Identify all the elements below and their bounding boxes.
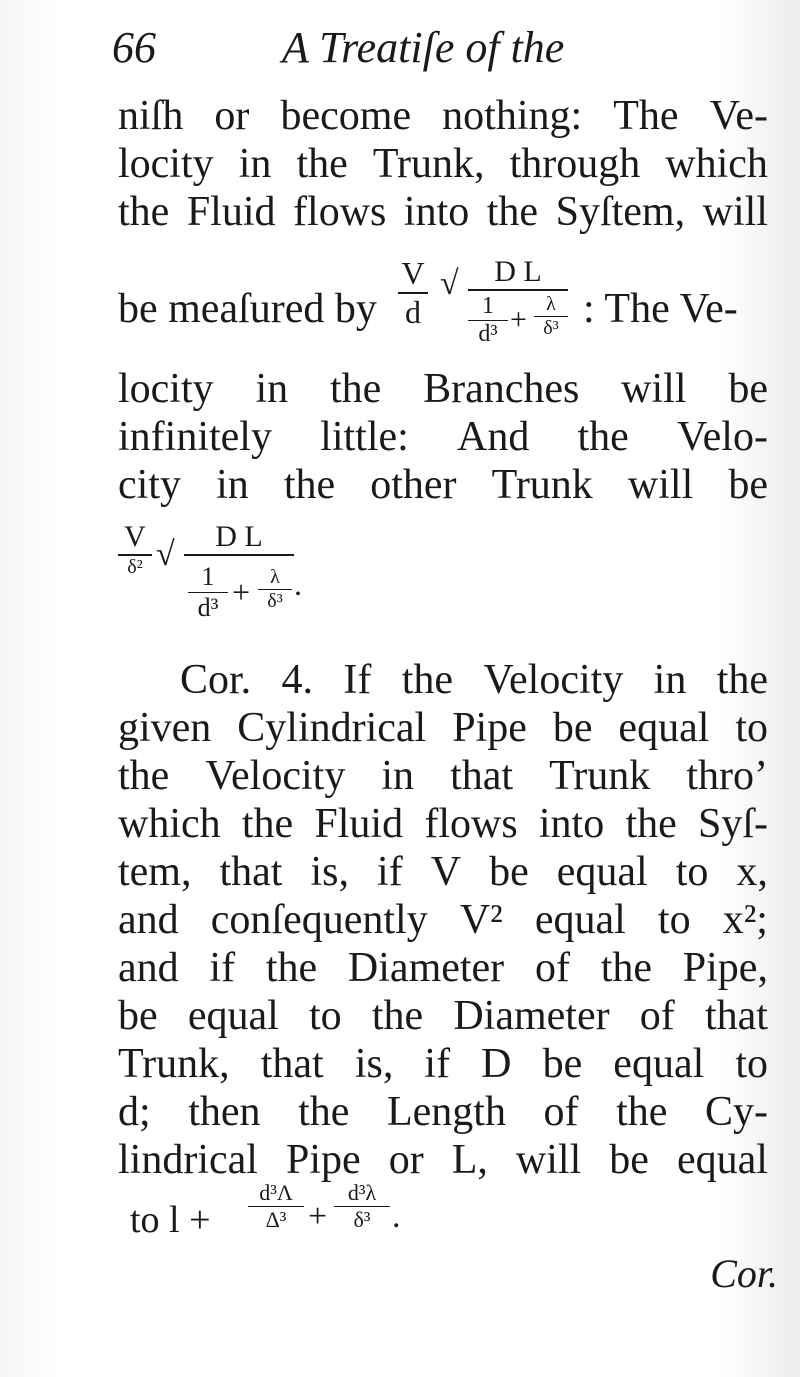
formula-lead-text: to l + (130, 1199, 211, 1241)
word: Pipe (452, 705, 527, 751)
word: Syſtem, (555, 189, 686, 235)
formula-v-over-delta2 (118, 520, 152, 579)
frac-lambda-over-delta3 (258, 566, 292, 613)
word: the (616, 1089, 668, 1135)
word: then (188, 1089, 261, 1135)
text-line (118, 704, 768, 752)
word: equal (187, 993, 279, 1039)
frac-lambda-over-delta3 (534, 293, 568, 340)
word: Velo- (676, 414, 768, 460)
word: Trunk, (372, 141, 485, 187)
word: infinitely (118, 414, 272, 460)
word: be (118, 993, 158, 1039)
numerator-v: V (124, 520, 146, 553)
word: D (481, 1041, 512, 1087)
den-Delta3: Δ³ (248, 1206, 304, 1233)
word: the (577, 414, 629, 460)
text-line (118, 92, 768, 140)
word: the (118, 753, 170, 799)
text-line (118, 896, 768, 944)
word: in (255, 366, 289, 412)
word: to (308, 993, 342, 1039)
word: Diameter (453, 993, 610, 1039)
formula-tail-text: : The Ve- (583, 286, 738, 332)
word: thro’ (686, 753, 768, 799)
frac-one-over-d3 (188, 562, 228, 623)
word: If (343, 657, 372, 703)
formula-lead-text: be meaſured by (118, 286, 377, 332)
text-line (118, 365, 768, 413)
word: be (609, 1137, 649, 1183)
word: other (370, 462, 457, 508)
word: that (450, 753, 514, 799)
word: V² (459, 897, 503, 943)
word: if (377, 849, 403, 895)
formula-fraction (468, 255, 568, 293)
word: into (403, 189, 470, 235)
word: equal (613, 1041, 705, 1087)
word: is, (354, 1041, 394, 1087)
word: will (621, 366, 687, 412)
word: will (627, 462, 694, 508)
word: be (489, 849, 529, 895)
word: Trunk, (118, 1041, 230, 1087)
word: to (735, 705, 768, 751)
word: The (613, 93, 679, 139)
num-d3Lambda: d³Λ (259, 1180, 293, 1205)
word: be (728, 462, 768, 508)
formula-v (398, 255, 428, 331)
word: the (600, 945, 653, 991)
word: or (388, 1137, 424, 1183)
plus-sign: + (232, 574, 251, 610)
formula-velocity-other-trunk (118, 520, 418, 630)
period: . (392, 1198, 401, 1235)
word: niſh (118, 93, 184, 139)
word: Velocity (205, 753, 346, 799)
word: the (283, 462, 336, 508)
word: equal (676, 1137, 768, 1183)
word: in (216, 462, 249, 508)
word: Length (386, 1089, 506, 1135)
word: Cor. (180, 657, 252, 703)
text-line (118, 1040, 768, 1088)
formula-length (130, 1180, 430, 1250)
text-line (118, 944, 768, 992)
word: of (639, 993, 675, 1039)
word: conſequently (210, 897, 428, 943)
frac-one-over-d3 (468, 293, 508, 348)
plus-sign: + (308, 1198, 328, 1235)
paragraph-start-cor4 (180, 656, 768, 704)
word: Cylindrical (237, 705, 427, 751)
word: locity (118, 366, 214, 412)
word: which (118, 801, 221, 847)
word: be (552, 705, 593, 751)
word: tem, (118, 849, 192, 895)
word: in (381, 753, 415, 799)
word: the (716, 657, 768, 703)
word: nothing: (442, 93, 583, 139)
word: And (456, 414, 530, 460)
word: to (735, 1041, 768, 1087)
root-sign: √ (440, 265, 459, 302)
word: which (665, 141, 768, 187)
word: d; (118, 1089, 151, 1135)
frac-d3Lambda-over-Delta3 (248, 1180, 304, 1233)
word: Pipe (285, 1137, 361, 1183)
text-line (118, 140, 768, 188)
word: Trunk (491, 462, 593, 508)
word: that (704, 993, 768, 1039)
text-line (118, 992, 768, 1040)
den-d3: d³ (188, 592, 228, 623)
word: Ve- (709, 93, 768, 139)
num-lambda: λ (546, 293, 556, 315)
text-line (118, 848, 768, 896)
formula-velocity-trunk (118, 255, 768, 365)
text-line (118, 1136, 768, 1184)
word: will (515, 1137, 582, 1183)
word: the (241, 801, 294, 847)
word: Trunk (549, 753, 651, 799)
catchword: Cor. (710, 1251, 778, 1296)
word: to (657, 897, 691, 943)
word: lindrical (118, 1137, 258, 1183)
word: into (538, 801, 605, 847)
word: will (702, 189, 768, 235)
running-header (112, 22, 672, 72)
word: the (625, 801, 677, 847)
den-delta3: δ³ (334, 1206, 390, 1233)
numerator-v: V (401, 255, 425, 291)
running-title: A Treatiſe of the (282, 23, 565, 72)
word: Fluid (186, 189, 276, 235)
word: flows (293, 189, 387, 235)
denominator-d: d (398, 292, 428, 331)
plus-sign: + (510, 303, 527, 336)
den-delta3: δ³ (534, 316, 568, 340)
word: the (329, 366, 382, 412)
word: if (424, 1041, 451, 1087)
word: the (118, 189, 170, 235)
word: city (118, 462, 181, 508)
word: be (728, 366, 768, 412)
word: in (653, 657, 687, 703)
word: is, (310, 849, 350, 895)
word: and (118, 945, 179, 991)
num-lambda: λ (270, 566, 280, 588)
word: given (118, 705, 212, 751)
den-delta2: δ² (118, 554, 152, 579)
word: equal (534, 897, 626, 943)
word: L, (451, 1137, 488, 1183)
word: through (509, 141, 641, 187)
period: . (294, 566, 302, 602)
page-number: 66 (112, 23, 156, 72)
word: the (486, 189, 539, 235)
word: that (260, 1041, 324, 1087)
formula-fraction (184, 520, 294, 558)
word: Diameter (347, 945, 505, 991)
word: or (214, 93, 250, 139)
text-line (118, 461, 768, 509)
den-d3: d³ (468, 320, 508, 348)
word: the (401, 657, 454, 703)
word: flows (424, 801, 518, 847)
word: V (430, 849, 462, 895)
den-delta3: δ³ (258, 589, 292, 613)
word: little: (320, 414, 409, 460)
text-line (118, 188, 768, 236)
text-line (118, 1088, 768, 1136)
numerator-dl: D L (494, 255, 542, 288)
word: x, (736, 849, 768, 895)
text-line (118, 413, 768, 461)
word: be (542, 1041, 583, 1087)
word: Cy- (704, 1089, 768, 1135)
word: of (543, 1089, 579, 1135)
num-one: 1 (201, 562, 215, 591)
word: 4. (281, 657, 314, 703)
word: and (118, 897, 179, 943)
word: locity (118, 141, 214, 187)
word: that (219, 849, 283, 895)
num-d3lambda: d³λ (347, 1180, 377, 1205)
word: Syſ- (697, 801, 768, 847)
word: to (675, 849, 709, 895)
word: the (296, 141, 348, 187)
word: x²; (722, 897, 768, 943)
word: in (238, 141, 272, 187)
text-line (118, 752, 768, 800)
word: the (298, 1089, 350, 1135)
frac-d3lambda-over-delta3 (334, 1180, 390, 1233)
word: equal (556, 849, 648, 895)
word: Velocity (483, 657, 624, 703)
word: if (209, 945, 236, 991)
word: equal (618, 705, 710, 751)
numerator-dl: D L (215, 520, 263, 553)
word: the (371, 993, 424, 1039)
text-line (118, 800, 768, 848)
word: Branches (423, 366, 580, 412)
word: of (534, 945, 570, 991)
word: Pipe, (682, 945, 768, 991)
word: Fluid (314, 801, 404, 847)
word: become (280, 93, 412, 139)
root-sign: √ (156, 536, 175, 573)
num-one: 1 (482, 293, 494, 319)
word: the (265, 945, 318, 991)
